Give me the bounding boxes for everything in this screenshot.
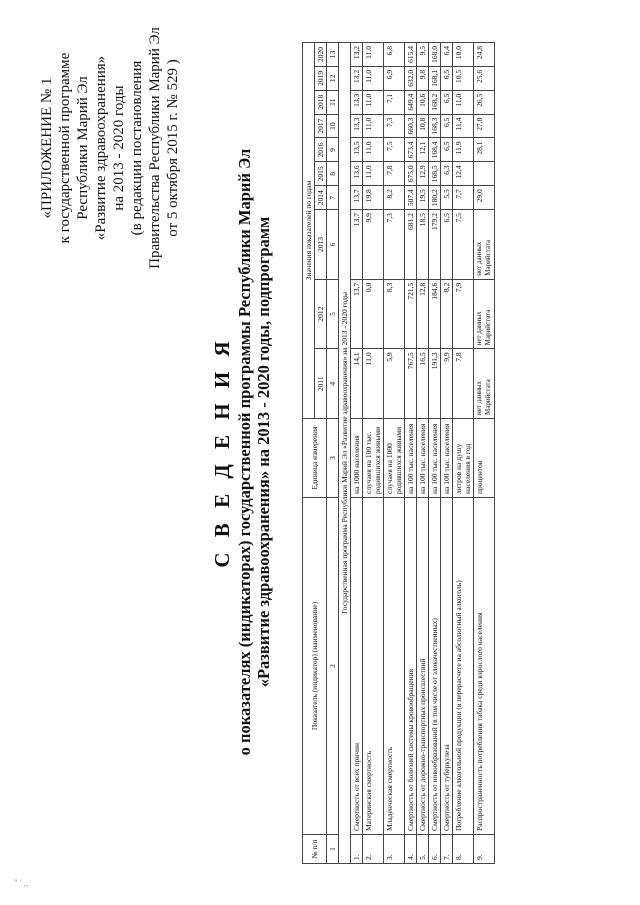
column-numbers-row <box>327 43 339 864</box>
indicator-name: Смертность от дорожно-транспортных происшествий <box>417 498 429 835</box>
indicator-value: 6,5 <box>441 138 453 162</box>
indicator-value: 28,1 <box>474 138 495 162</box>
header-year: 2016 <box>315 138 327 162</box>
indicator-value: 507,4 <box>405 186 417 210</box>
column-number: 4 <box>327 349 339 419</box>
indicator-value: 13,2 <box>351 66 363 90</box>
indicator-value: 8,3 <box>384 279 405 349</box>
row-number: 9. <box>474 835 495 864</box>
indicator-name: Смертность от туберкулеза <box>441 498 453 835</box>
indicator-value: 660,3 <box>405 114 417 138</box>
indicator-value: 11,4 <box>453 114 474 138</box>
indicator-value: 7,8 <box>384 162 405 186</box>
indicator-name: Младенческая смертность <box>384 498 405 835</box>
column-number: 6 <box>327 210 339 280</box>
indicator-name: Распространенность потребления табака среди взрослого населения <box>474 498 495 835</box>
indicator-value: 12,8 <box>417 279 429 349</box>
indicator-unit: на 100 тыс. населения <box>405 419 417 498</box>
indicator-value: 168,1 <box>429 66 441 90</box>
indicator-name: Материнская смертность <box>363 498 384 835</box>
header-row <box>303 43 315 864</box>
indicator-value: 11,0 <box>363 138 384 162</box>
indicator-value: 180,2 <box>429 186 441 210</box>
title-heading: С В Е Д Е Н И Я <box>210 336 234 568</box>
header-year: 2017 <box>315 114 327 138</box>
header-year: 2015 <box>315 162 327 186</box>
indicator-value: 184,6 <box>429 279 441 349</box>
indicator-value: 168,0 <box>429 43 441 67</box>
indicator-value: нет данных Марийстата <box>474 210 495 280</box>
indicator-value: 10,8 <box>417 114 429 138</box>
row-number: 5. <box>417 835 429 864</box>
column-number: 7 <box>327 186 339 210</box>
indicator-value: 179,2 <box>429 210 441 280</box>
indicator-value: 13,6 <box>351 162 363 186</box>
section-title: Государственная программа Республики Марий Эл «Развитие здравоохранения» на 2013 - 2020 годы <box>339 43 351 864</box>
appendix-line: к государственной программе <box>57 52 73 244</box>
indicator-value: 24,8 <box>474 43 495 67</box>
appendix-line: (в редакции постановления <box>129 60 145 236</box>
table-row <box>417 43 429 864</box>
indicator-value: 11,0 <box>363 90 384 114</box>
indicator-value: 12,1 <box>417 138 429 162</box>
table-row <box>474 43 495 864</box>
header-indicator-name: Показатель (индикатор) (наименование) <box>303 498 327 835</box>
indicator-value: 26,5 <box>474 90 495 114</box>
indicator-value: 5,9 <box>384 349 405 419</box>
indicator-value: 9,5 <box>417 43 429 67</box>
header-year: 2014 <box>315 186 327 210</box>
indicator-value: 19,5 <box>417 186 429 210</box>
indicator-unit: на 100 тыс. населения <box>429 419 441 498</box>
appendix-line: от 5 октября 2015 г. № 529 ) <box>165 59 181 237</box>
indicator-value: 8,2 <box>384 186 405 210</box>
indicator-value: нет данных Марийстата <box>474 279 495 349</box>
indicator-value: 6,5 <box>441 114 453 138</box>
indicator-name: Смертность от новообразований (в том числе от злокачественных) <box>429 498 441 835</box>
indicator-value: 7,9 <box>453 279 474 349</box>
table-row <box>363 43 384 864</box>
indicator-value: 675,0 <box>405 162 417 186</box>
indicator-value: 7,5 <box>384 138 405 162</box>
indicator-value: 10,5 <box>453 66 474 90</box>
column-number: 5 <box>327 279 339 349</box>
indicator-value: 681,2 <box>405 210 417 280</box>
indicator-value: 7,3 <box>384 114 405 138</box>
appendix-line: Республики Марий Эл <box>75 76 91 220</box>
indicator-unit: случаев на 1000 родившихся живыми <box>384 419 405 498</box>
column-number: 11 <box>327 90 339 114</box>
indicator-name: Смертность от всех причин <box>351 498 363 835</box>
header-year: 2012 <box>315 279 327 349</box>
indicator-value: 9,8 <box>417 66 429 90</box>
table-row <box>441 43 453 864</box>
indicator-value: 649,4 <box>405 90 417 114</box>
indicator-value: 168,4 <box>429 138 441 162</box>
indicator-value: 13,7 <box>351 279 363 349</box>
indicator-unit: на 100 тыс. населения <box>417 419 429 498</box>
indicator-value: 168,3 <box>429 114 441 138</box>
indicator-value: 6,5 <box>441 90 453 114</box>
indicator-value: 6,8 <box>384 43 405 67</box>
indicators-table <box>302 42 495 864</box>
indicator-value: 5,5 <box>441 186 453 210</box>
indicator-unit: процентов <box>474 419 495 498</box>
indicator-value: 10,0 <box>453 43 474 67</box>
section-row <box>339 43 351 864</box>
indicator-value: 7,8 <box>453 349 474 419</box>
row-number: 4. <box>405 835 417 864</box>
indicator-value: 673,4 <box>405 138 417 162</box>
header-year: 2013 <box>315 210 327 280</box>
indicator-value: 191,3 <box>429 349 441 419</box>
indicator-value: 11,0 <box>453 90 474 114</box>
indicator-value: 6,9 <box>384 66 405 90</box>
indicator-value: 12,4 <box>453 162 474 186</box>
indicator-unit: на 100 тыс. населения <box>441 419 453 498</box>
row-number: 7. <box>441 835 453 864</box>
margin-scribble: " ' ,, <box>14 878 29 888</box>
indicator-value: 8,2 <box>441 279 453 349</box>
rotated-page <box>10 12 630 892</box>
table-row <box>384 43 405 864</box>
indicator-value <box>474 162 495 186</box>
indicator-value: 11,9 <box>453 138 474 162</box>
indicator-value: 11,0 <box>363 162 384 186</box>
table-row <box>405 43 417 864</box>
indicator-unit: случаев на 100 тыс. родившихся живыми <box>363 419 384 498</box>
column-number: 8 <box>327 162 339 186</box>
indicator-value: 11,0 <box>363 43 384 67</box>
table-row <box>351 43 363 864</box>
indicator-value: 11,0 <box>363 349 384 419</box>
indicator-value: 29,0 <box>474 186 495 210</box>
column-number: 10 <box>327 114 339 138</box>
header-year: 2011 <box>315 349 327 419</box>
appendix-line: «Развитие здравоохранения» <box>93 55 109 241</box>
column-number: 2 <box>327 498 339 835</box>
appendix-line: Правительства Республики Марий Эл <box>147 27 163 269</box>
row-number: 6. <box>429 835 441 864</box>
indicator-value: 13,3 <box>351 90 363 114</box>
row-number: 3. <box>384 835 405 864</box>
indicator-value: 6,3 <box>441 162 453 186</box>
indicator-value: нет данных Марийстата <box>474 349 495 419</box>
title-line-1: о показателях (индикаторах) государственной программы Республики Марий Эл <box>235 148 254 756</box>
table-row <box>429 43 441 864</box>
appendix-line: на 2013 - 2020 годы <box>111 85 127 211</box>
indicator-value: 7,7 <box>453 186 474 210</box>
indicator-value: 7,5 <box>453 210 474 280</box>
indicator-value: 11,0 <box>363 114 384 138</box>
indicator-value: 13,7 <box>351 210 363 280</box>
indicator-value: 14,1 <box>351 349 363 419</box>
title-line-2: «Развитие здравоохранения» на 2013 - 2020 годы, подпрограмм <box>254 216 273 688</box>
header-year: 2019 <box>315 66 327 90</box>
column-number: 1 <box>327 835 339 864</box>
indicator-value: 7,1 <box>384 90 405 114</box>
indicator-value: 13,5 <box>351 138 363 162</box>
indicator-unit: на 1000 населения <box>351 419 363 498</box>
indicator-value: 721,5 <box>405 279 417 349</box>
header-year: 2020 <box>315 43 327 67</box>
indicator-value: 12,9 <box>417 162 429 186</box>
indicator-value: 16,5 <box>417 349 429 419</box>
indicator-value: 11,0 <box>363 66 384 90</box>
column-number: 9 <box>327 138 339 162</box>
indicator-value: 7,3 <box>384 210 405 280</box>
row-number: 1. <box>351 835 363 864</box>
header-number: № п/п <box>303 835 327 864</box>
header-values-group: Значения показателей по годам <box>303 43 315 419</box>
indicator-name: Потребление алкогольной продукции (в перерасчете на абсолютный алкоголь) <box>453 498 474 835</box>
indicator-unit: литров на душу населения в год <box>453 419 474 498</box>
indicator-value: 25,6 <box>474 66 495 90</box>
table-body <box>339 43 495 864</box>
row-number: 2. <box>363 835 384 864</box>
indicator-value: 9,9 <box>363 210 384 280</box>
indicator-value: 9,9 <box>441 349 453 419</box>
indicator-value: 6,5 <box>441 66 453 90</box>
column-number: 13 <box>327 43 339 67</box>
indicator-value: 13,7 <box>351 186 363 210</box>
indicator-name: Смертность от болезней системы кровообращения <box>405 498 417 835</box>
column-number: 12 <box>327 66 339 90</box>
table-row <box>453 43 474 864</box>
indicator-value: 168,5 <box>429 162 441 186</box>
column-number: 3 <box>327 419 339 498</box>
appendix-line: «ПРИЛОЖЕНИЕ № 1 <box>39 77 55 219</box>
appendix-block <box>38 18 182 278</box>
header-unit: Единица измерения <box>303 419 327 498</box>
document-title <box>210 12 273 892</box>
indicator-value: 767,5 <box>405 349 417 419</box>
indicator-value: 13,2 <box>351 43 363 67</box>
indicator-value: 27,0 <box>474 114 495 138</box>
indicator-value: 10,6 <box>417 90 429 114</box>
indicator-value: 13,3 <box>351 114 363 138</box>
indicator-value: 615,4 <box>405 43 417 67</box>
indicator-value: 0,0 <box>363 279 384 349</box>
indicator-value: 168,2 <box>429 90 441 114</box>
indicator-value: 18,5 <box>417 210 429 280</box>
header-year: 2018 <box>315 90 327 114</box>
row-number: 8. <box>453 835 474 864</box>
indicator-value: 6,4 <box>441 43 453 67</box>
indicator-value: 19,8 <box>363 186 384 210</box>
indicator-value: 632,0 <box>405 66 417 90</box>
indicator-value: 6,5 <box>441 210 453 280</box>
